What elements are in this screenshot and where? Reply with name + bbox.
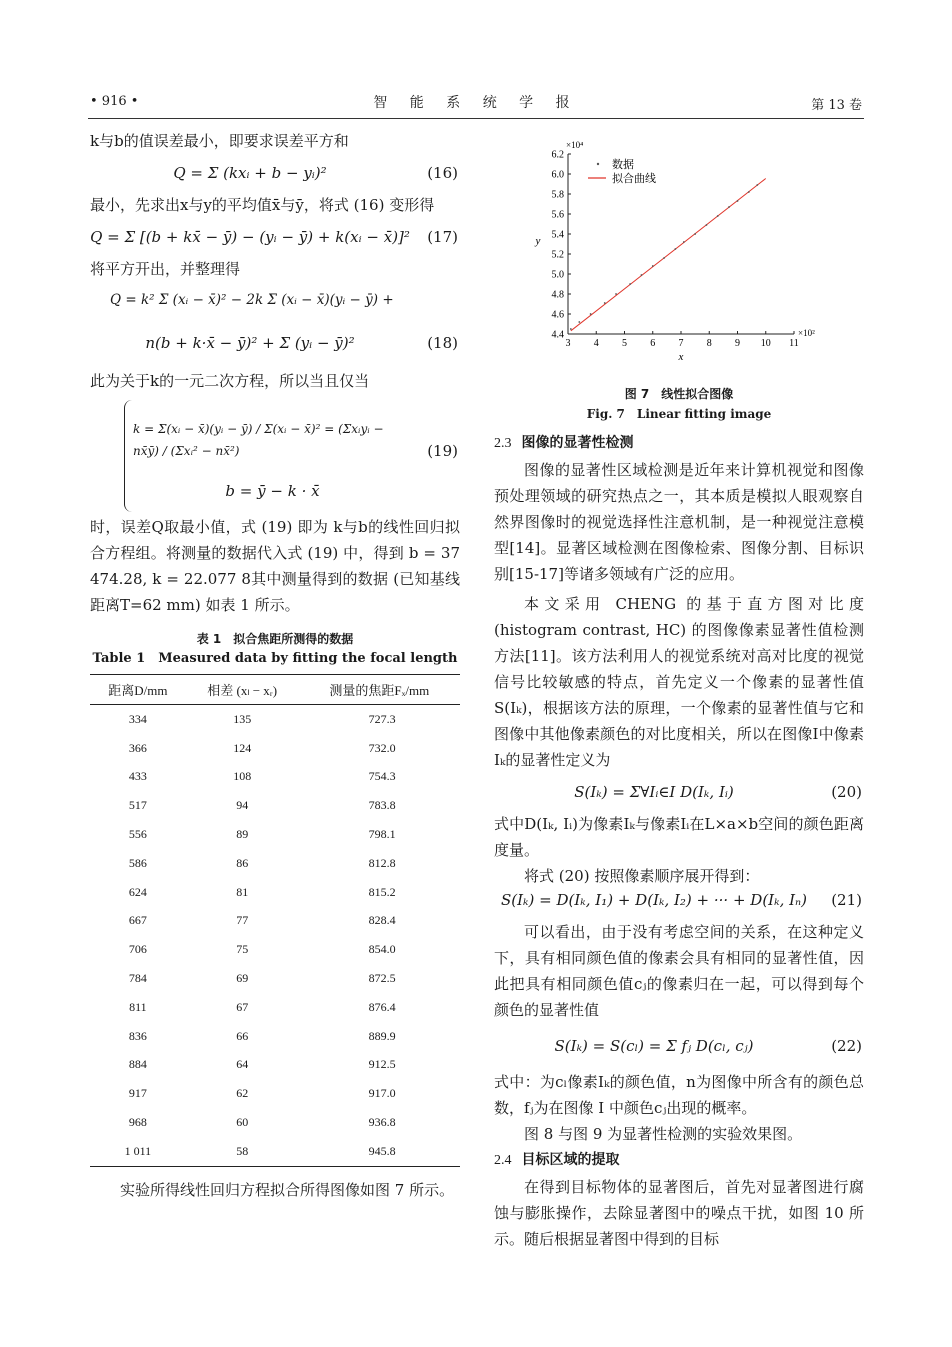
equation-17 [90,218,460,256]
table-row [90,1051,460,1080]
table-cell: 517 [128,798,147,813]
table-cell: 889.9 [368,1028,396,1043]
x-tick-label: 10 [760,338,771,349]
data-point [674,248,676,250]
paragraph: 实验所得线性回归方程拟合所得图像如图 7 所示。 [120,1180,455,1199]
data-point [578,321,580,323]
table-cell: 135 [233,711,252,726]
table-row [90,763,460,792]
table-cell: 936.8 [368,1115,396,1130]
table-cell: 828.4 [368,913,396,928]
table-cell: 667 [128,913,147,928]
table-row [90,849,460,878]
table-cell: 706 [128,942,147,957]
table-row [90,1079,460,1108]
fit-line [571,179,766,331]
figure-caption-en: Fig. 7 Linear fitting image [586,407,772,421]
equation-body: Q = Σ [(b + kx̄ − ȳ) − (yᵢ − ȳ) + k(xᵢ − x̄)]² [90,228,410,246]
equation-number: (22) [831,1037,862,1055]
y-axis-label: y [535,235,541,247]
data-table [90,674,460,1167]
table-header-row [90,675,460,705]
table-cell: 94 [236,798,249,813]
y-tick-label: 5.6 [551,209,564,221]
table-cell: 64 [236,1057,249,1072]
equation-16 [90,154,460,192]
paragraph: 可以看出，由于没有考虑空间的关系，在这种定义下，具有相同颜色值的像素会具有相同的显著性值，因此把具有相同颜色值cⱼ的像素归在一起，可以得到每个颜色的显著性值 [494,923,864,1019]
y-tick-label: 6.2 [551,149,564,161]
equation-body: n(b + k·x̄ − ȳ)² + Σ (yᵢ − ȳ)² [145,334,355,352]
equation-body: Q = Σ (kxᵢ + b − yᵢ)² [173,164,327,182]
data-point [663,257,665,259]
table-row [90,878,460,907]
table-cell: 854.0 [368,942,396,957]
equation-body: k = Σ(xᵢ − x̄)(yᵢ − ȳ) / Σ(xᵢ − x̄)² = (Σxᵢyᵢ − nx̄ȳ) / (Σxᵢ² − nx̄²) [133,422,384,458]
equation-18a [90,282,460,324]
legend-label: 拟合曲线 [612,172,656,185]
paragraph: 本文采用 CHENG 的基于直方图对比度 (histogram contrast, HC) 的图像像素显著性值检测方法[11]。该方法利用人的视觉系统对高对比度的视觉信号比较敏感的特点，首先定义一个像素的显著性值S(Iₖ)，根据该方法的原理，一个像素的显著性值与它和图像中其他像素颜色的对比度相关，所以在图像I中像素Iₖ的显著性定义为 [494,595,864,769]
table-cell: 624 [128,884,147,899]
section-title: 图像的显著性检测 [521,435,634,451]
paragraph: 图像的显著性区域检测是近年来计算机视觉和图像预处理领域的研究热点之一，其本质是模拟人眼观察自然界图像时的视觉选择性注意机制，是一种视觉注意模型[14]。显著区域检测在图像检索、图像分割、目标识别[15-17]等诸多领域有广泛的应用。 [494,461,864,583]
x-tick-label: 4 [593,338,599,349]
y-multiplier: ×10⁴ [566,140,584,150]
table-row [90,820,460,849]
paragraph: 此为关于k的一元二次方程，所以当且仅当 [90,372,370,390]
table-cell: 66 [236,1028,249,1043]
x-tick-label: 8 [706,338,712,349]
paragraph: k与b的值误差最小，即要求误差平方和 [90,132,349,150]
x-tick-label: 7 [678,338,684,349]
data-point [737,200,739,202]
y-tick-label: 6.0 [551,169,564,181]
y-tick-label: 4.4 [551,329,564,341]
table-cell: 75 [236,942,249,957]
table-cell: 366 [128,740,147,755]
y-tick-label: 4.8 [551,289,564,301]
data-point [570,328,572,330]
x-tick-label: 9 [735,338,740,349]
table-cell: 968 [128,1115,147,1130]
paragraph: 在得到目标物体的显著图后，首先对显著图进行腐蚀与膨胀操作，去除显著图中的噪点干扰，如图 10 所示。随后根据显著图中得到的目标 [494,1178,864,1248]
section-number: 2.4 [494,1153,512,1168]
x-tick-label: 5 [622,338,627,349]
column-header: 测量的焦距Fₓ/mm [299,675,460,705]
equation-number: (20) [831,783,862,801]
table-row [90,1108,460,1137]
equation-22 [494,1023,864,1069]
data-point [683,241,685,243]
equation-body: Q = k² Σ (xᵢ − x̄)² − 2k Σ (xᵢ − x̄)(yᵢ − ȳ) + [110,292,394,308]
table-cell: 732.0 [368,740,396,755]
x-tick-label: 3 [565,338,571,349]
figure-7 [494,134,864,384]
table-row [90,1022,460,1051]
table-cell: 884 [128,1057,147,1072]
table-cell: 60 [236,1115,249,1130]
data-point [728,206,730,208]
legend-label: 数据 [612,158,634,171]
table-cell: 556 [128,827,147,842]
table-cell: 811 [129,999,147,1014]
page-number: • 916 • [90,94,139,109]
paragraph: 将平方开出，并整理得 [90,260,241,278]
data-point [615,293,617,295]
equation-number: (16) [427,164,458,182]
column-header: 距离D/mm [90,675,186,705]
table-row [90,1137,460,1166]
equation-number: (19) [427,442,458,460]
table-cell: 836 [128,1028,147,1043]
table-cell: 62 [236,1086,249,1101]
paragraph: 时，误差Q取最小值，式 (19) 即为 k与b的线性回归拟合方程组。将测量的数据代入式 (19) 中，得到 b = 37 474.28, k = 22.077 8其中测量得到的数据 (已知基线距离T=62 mm) 如表 1 所示。 [90,518,460,614]
paragraph: 式中D(Iₖ, Iᵢ)为像素Iₖ与像素Iᵢ在L×a×b空间的颜色距离度量。 [494,815,864,859]
paragraph: 将式 (20) 按照像素顺序展开得到： [524,867,760,885]
equation-number: (18) [427,334,458,352]
table-row [90,734,460,763]
table-cell: 86 [236,855,249,870]
x-tick-label: 6 [650,338,656,349]
column-header: 相差 (xₗ − xᵣ) [186,675,299,705]
table-cell: 815.2 [368,884,396,899]
table-cell: 58 [186,1137,299,1166]
journal-title: 智 能 系 统 学 报 [373,95,579,111]
data-point [717,215,719,217]
equation-body: S(Iₖ) = Σ∀Iᵢ∈I D(Iₖ, Iᵢ) [574,783,734,801]
y-tick-label: 5.2 [551,249,564,261]
table-row [90,705,460,734]
equation-body: b = ȳ − k · x̄ [225,482,320,500]
data-point [706,224,708,226]
equation-19 [124,400,460,512]
legend-marker-points [597,163,599,165]
table-cell: 754.3 [368,769,396,784]
equation-body: S(Iₖ) = D(Iₖ, I₁) + D(Iₖ, I₂) + ··· + D(Iₖ, Iₙ) [501,891,807,909]
table-cell: 67 [236,999,249,1014]
right-column [494,134,864,1252]
table-caption-en: Table 1 Measured data by fitting the focal length [92,651,458,666]
volume-number: 第 13 卷 [811,98,862,113]
data-point [629,283,631,285]
paragraph: 图 8 与图 9 为显著性检测的实验效果图。 [524,1125,803,1143]
table-row [90,791,460,820]
table-cell: 334 [128,711,147,726]
table-caption: 表 1 拟合焦距所测得的数据 [196,632,354,646]
left-column [90,128,460,1203]
data-point [590,313,592,315]
section-title: 目标区域的提取 [521,1152,620,1168]
section-heading [494,430,864,457]
x-multiplier: ×10² [798,328,815,338]
data-point [604,302,606,304]
paragraph: 式中：为cₗ像素Iₖ的颜色值，n为图像中所含有的颜色总数，fⱼ为在图像 I 中颜色cⱼ出现的概率。 [494,1073,864,1117]
equation-body: S(Iₖ) = S(cₗ) = Σ fⱼ D(cₗ, cⱼ) [554,1037,754,1055]
linear-fit-chart [494,134,864,374]
table-cell: 586 [128,855,147,870]
equation-number: (17) [427,228,458,246]
data-point [641,274,643,276]
equation-20 [494,773,864,811]
table-cell: 812.8 [368,855,396,870]
section-number: 2.3 [494,436,512,451]
table-cell: 945.8 [299,1137,460,1166]
table-cell: 433 [128,769,147,784]
header-rule [88,118,864,119]
table-cell: 89 [236,827,249,842]
table-cell: 77 [236,913,249,928]
table-cell: 1 011 [90,1137,186,1166]
data-point [694,233,696,235]
table-row [90,935,460,964]
table-cell: 798.1 [368,827,396,842]
running-header [88,92,864,116]
y-tick-label: 4.6 [551,309,564,321]
x-tick-label: 11 [789,338,799,349]
table-cell: 784 [128,971,147,986]
y-tick-label: 5.0 [551,269,564,281]
table-row [90,964,460,993]
table-cell: 912.5 [368,1057,396,1072]
paragraph: 最小，先求出x与y的平均值x̄与ȳ，将式 (16) 变形得 [90,196,435,214]
x-axis-label: x [678,351,684,363]
equation-18b [90,324,460,368]
table-body [90,705,460,1167]
table-cell: 69 [236,971,249,986]
table-row [90,907,460,936]
section-heading [494,1147,864,1174]
equation-number: (21) [831,891,862,909]
table-cell: 727.3 [368,711,396,726]
figure-caption: 图 7 线性拟合图像 [624,387,734,401]
table-cell: 872.5 [368,971,396,986]
table-cell: 917 [128,1086,147,1101]
y-tick-label: 5.8 [551,189,564,201]
data-point [652,265,654,267]
data-point [748,191,750,193]
table-row [90,993,460,1022]
table-cell: 124 [233,740,252,755]
data-point [756,184,758,186]
table-cell: 917.0 [368,1086,396,1101]
equation-21 [494,889,864,919]
table-cell: 81 [236,884,249,899]
y-tick-label: 5.4 [551,229,564,241]
table-cell: 783.8 [368,798,396,813]
table-cell: 108 [233,769,252,784]
table-cell: 876.4 [368,999,396,1014]
